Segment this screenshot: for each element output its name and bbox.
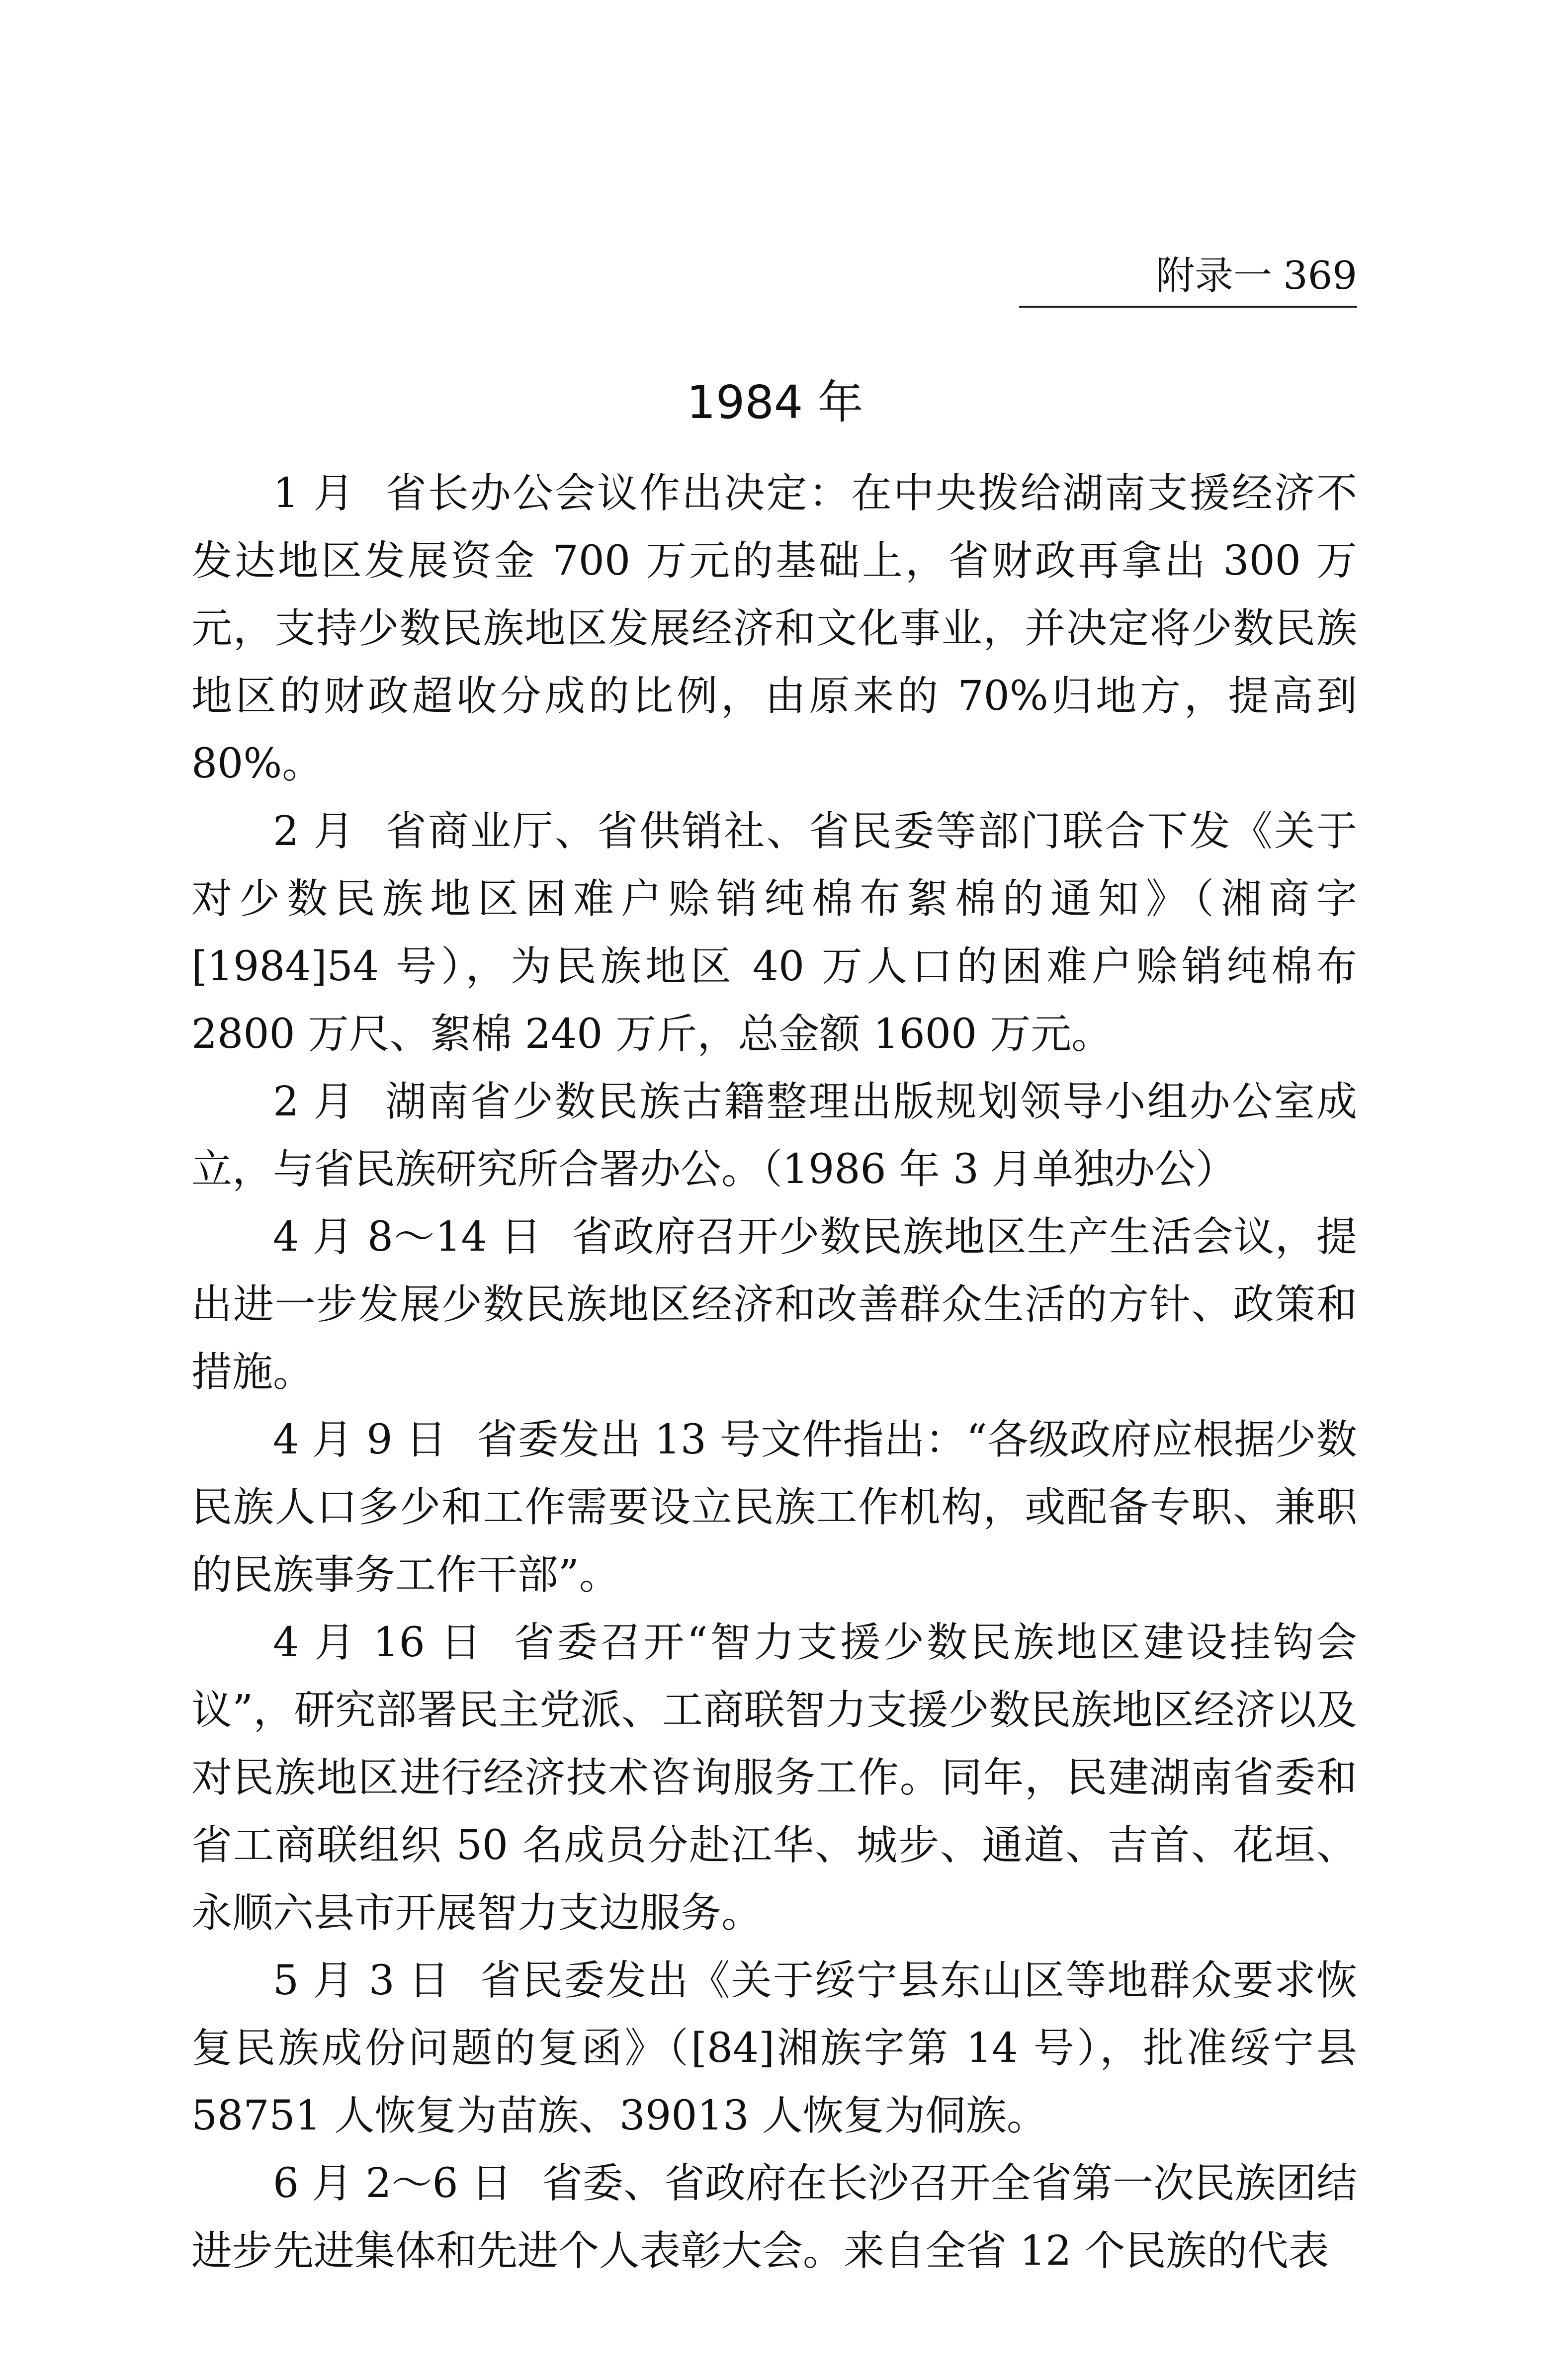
chronology-entry: [191, 1068, 1357, 1203]
page-number: 369: [1283, 254, 1357, 298]
entry-date: 1 月: [273, 470, 356, 517]
entry-date: 2 月: [273, 1078, 356, 1125]
chronology-entry: [191, 1203, 1357, 1406]
chronology-entry: [191, 460, 1357, 798]
entry-text: 省民委发出《关于绥宁县东山区等地群众要求恢复民族成份问题的复函》（[84]湘族字第 14 号），批准绥宁县 58751 人恢复为苗族、39013 人恢复为侗族。: [191, 1957, 1357, 2139]
entry-text: 省政府召开少数民族地区生产生活会议，提出进一步发展少数民族地区经济和改善群众生活的方针、政策和措施。: [191, 1213, 1357, 1396]
entry-text: 省委发出 13 号文件指出：“各级政府应根据少数民族人口多少和工作需要设立民族工作机构，或配备专职、兼职的民族事务工作干部”。: [191, 1416, 1357, 1599]
year-heading: 1984 年: [687, 376, 863, 429]
entry-date: 2 月: [273, 808, 356, 855]
entry-text: 省委召开“智力支援少数民族地区建设挂钩会议”，研究部署民主党派、工商联智力支援少数民族地区经济以及对民族地区进行经济技术咨询服务工作。同年，民建湖南省委和省工商联组织 50 名成员分赴江华、城步、通道、吉首、花垣、永顺六县市开展智力支边服务。: [191, 1619, 1357, 1937]
entry-text: 省长办公会议作出决定：在中央拨给湖南支援经济不发达地区发展资金 700 万元的基础上，省财政再拿出 300 万元，支持少数民族地区发展经济和文化事业，并决定将少数民族地区的财政超收分成的比例，由原来的 70%归地方，提高到 80%。: [191, 470, 1357, 787]
running-header: [1019, 246, 1357, 308]
entry-text: 湖南省少数民族古籍整理出版规划领导小组办公室成立，与省民族研究所合署办公。（1986 年 3 月单独办公）: [191, 1078, 1357, 1193]
entry-date: 4 月 9 日: [273, 1416, 447, 1463]
entry-text: 省商业厅、省供销社、省民委等部门联合下发《关于对少数民族地区困难户赊销纯棉布絮棉的通知》（湘商字[1984]54 号），为民族地区 40 万人口的困难户赊销纯棉布 2800 万尺、絮棉 240 万斤，总金额 1600 万元。: [191, 808, 1357, 1058]
chronology-entry: [191, 1609, 1357, 1947]
entry-date: 6 月 2～6 日: [273, 2160, 512, 2207]
entry-text: 省委、省政府在长沙召开全省第一次民族团结进步先进集体和先进个人表彰大会。来自全省 12 个民族的代表: [191, 2160, 1357, 2275]
chronology-entry: [191, 2150, 1357, 2285]
chronology-entry: [191, 1406, 1357, 1609]
chronology-entry: [191, 1947, 1357, 2150]
entry-date: 4 月 16 日: [273, 1619, 484, 1666]
running-header-section: 附录一: [1156, 254, 1273, 298]
entry-date: 4 月 8～14 日: [273, 1213, 542, 1261]
entry-date: 5 月 3 日: [273, 1957, 451, 2004]
chronology-entries: [191, 460, 1357, 2285]
chronology-entry: [191, 798, 1357, 1068]
